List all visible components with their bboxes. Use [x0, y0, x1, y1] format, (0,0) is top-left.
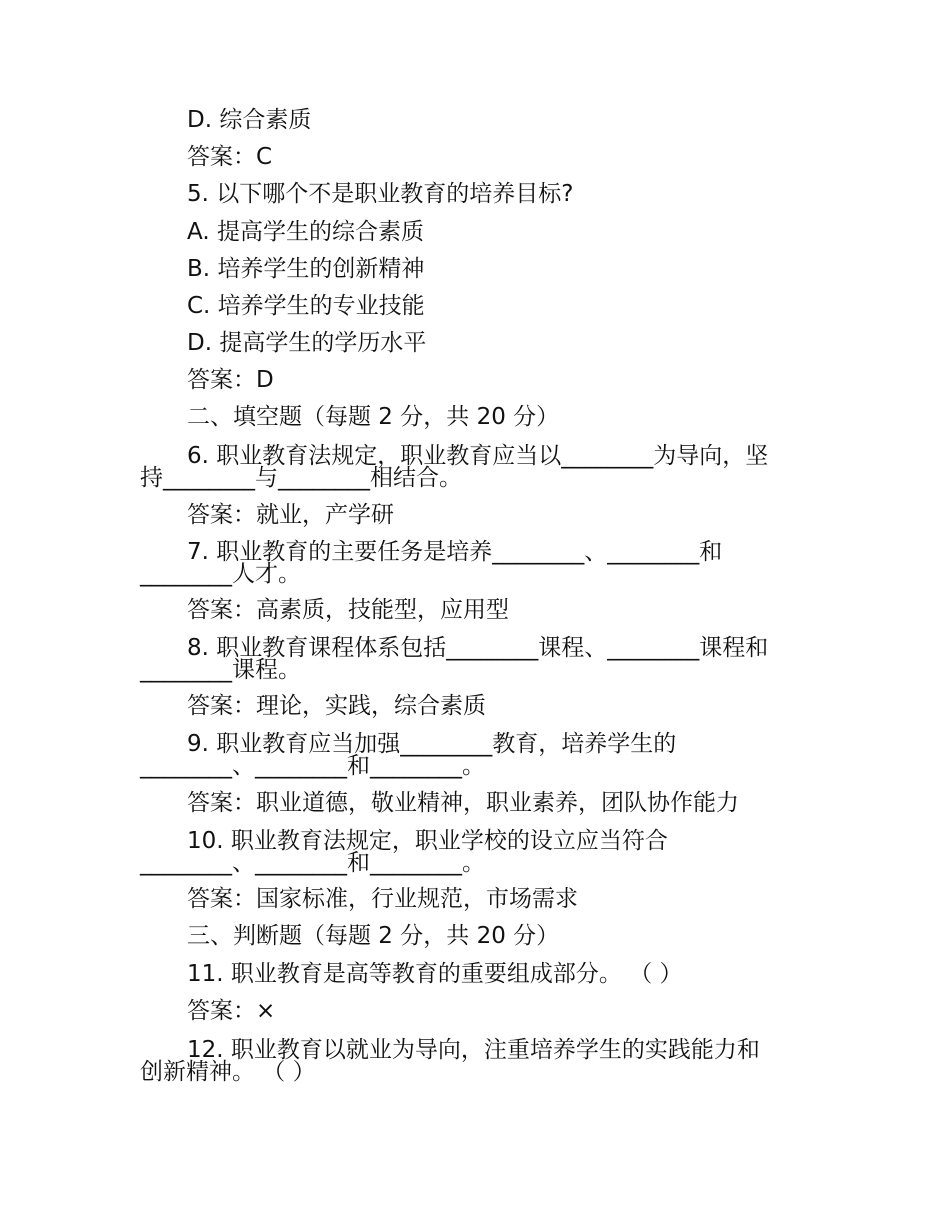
question-10-line-1: 10. 职业教育法规定，职业学校的设立应当符合	[187, 828, 668, 854]
answer-q6: 答案：就业，产学研	[187, 502, 394, 528]
answer-q9: 答案：职业道德，敬业精神，职业素养，团队协作能力	[187, 790, 739, 816]
question-5: 5. 以下哪个不是职业教育的培养目标?	[187, 181, 574, 207]
question-12-line-1: 12. 职业教育以就业为导向，注重培养学生的实践能力和	[187, 1037, 760, 1063]
question-6-line-2: 持________与________相结合。	[140, 465, 462, 491]
answer-q4: 答案：C	[187, 144, 273, 170]
question-12-line-2: 创新精神。 （ ）	[140, 1059, 316, 1085]
question-9-line-1: 9. 职业教育应当加强________教育，培养学生的	[187, 731, 677, 757]
option-c-q5: C. 培养学生的专业技能	[187, 293, 425, 319]
question-10-line-2: ________、________和________。	[140, 850, 485, 876]
answer-q8: 答案：理论，实践，综合素质	[187, 693, 486, 719]
section-title-fill-blank: 二、填空题（每题 2 分，共 20 分）	[187, 404, 560, 430]
question-7-line-1: 7. 职业教育的主要任务是培养________、________和	[187, 539, 723, 565]
question-8-line-2: ________课程。	[140, 657, 301, 683]
question-11: 11. 职业教育是高等教育的重要组成部分。 （ ）	[187, 961, 683, 987]
question-6-line-1: 6. 职业教育法规定，职业教育应当以________为导向，坚	[187, 443, 769, 469]
option-d-q4: D. 综合素质	[187, 107, 312, 133]
option-a-q5: A. 提高学生的综合素质	[187, 219, 424, 245]
answer-q10: 答案：国家标准，行业规范，市场需求	[187, 886, 578, 912]
question-7-line-2: ________人才。	[140, 561, 301, 587]
answer-q7: 答案：高素质，技能型，应用型	[187, 597, 509, 623]
answer-q5: 答案：D	[187, 367, 274, 393]
question-9-line-2: ________、________和________。	[140, 753, 485, 779]
answer-q11: 答案：×	[187, 998, 276, 1024]
option-d-q5: D. 提高学生的学历水平	[187, 330, 427, 356]
section-title-true-false: 三、判断题（每题 2 分，共 20 分）	[187, 923, 560, 949]
option-b-q5: B. 培养学生的创新精神	[187, 256, 425, 282]
question-8-line-1: 8. 职业教育课程体系包括________课程、________课程和	[187, 635, 769, 661]
